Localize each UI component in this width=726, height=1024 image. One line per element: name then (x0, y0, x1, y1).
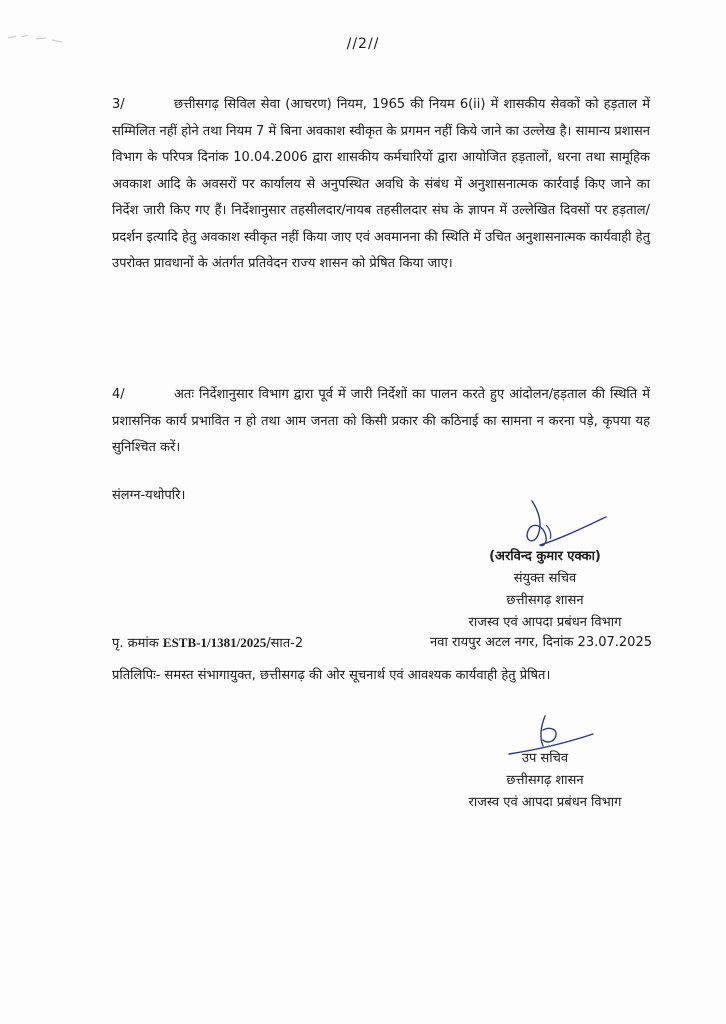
deputy-designation: उप सचिव (521, 751, 569, 766)
copy-to-line: प्रतिलिपिः- समस्त संभागायुक्त, छत्तीसगढ़ की ओर सूचनार्थ एवं आवश्यक कार्यवाही हेतु प्रेषित। (112, 668, 551, 683)
reference-suffix: /सात-2 (266, 636, 304, 651)
paragraph-4-text: अतः निर्देशानुसार विभाग द्वारा पूर्व में जारी निर्देशों का पालन करते हुए आंदोलन/हड़ताल की स्थिति में प्रशासनिक कार्य प्रभावित न हो तथा आम जनता को किसी प्रकार की कठिनाई का सामना न करना पड़े, कृपया यह सुनिश्चित करें। (112, 387, 650, 455)
reference-line (112, 630, 652, 657)
deputy-secretary-block (440, 748, 650, 814)
reference-prefix: पृ. क्रमांक (112, 636, 159, 651)
paragraph-3-number: 3/ (112, 97, 125, 112)
place-and-date: नवा रायपुर अटल नगर, दिनांक 23.07.2025 (430, 635, 652, 650)
paragraph-3-text: छत्तीसगढ़ सिविल सेवा (आचरण) नियम, 1965 की नियम 6(ii) में शासकीय सेवकों को हड़ताल में सम्मिलित नहीं होने तथा नियम 7 में बिना अवकाश स्वीकृत के प्रगमन नहीं किये जाने का उल्लेख है। सामान्य प्रशासन विभाग के परिपत्र दिनांक 10.04.2006 द्वारा शासकीय कर्मचारियों द्वारा आयोजित हड़तालों, धरना तथा सामूहिक अवकाश आदि के अवसरों पर कार्यालय से अनुपस्थित अवधि के संबंध में अनुशासनात्मक कार्रवाई किए जाने का निर्देश जारी किए गए हैं। निर्देशानुसार तहसीलदार/नायब तहसीलदार संघ के ज्ञापन में उल्लेखित दिवसों पर हड़ताल/प्रदर्शन इत्यादि हेतु अवकाश स्वीकृत नहीं किया जाए एवं अवमानना की स्थिति में उचित अनुशासनात्मक कार्यवाही हेतु उपरोक्त प्रावधानों के अंतर्गत प्रतिवेदन राज्य शासन को प्रेषित किया जाए। (112, 97, 650, 271)
paragraph-4 (112, 382, 650, 462)
joint-secretary-block (440, 546, 650, 634)
enclosure-note: संलग्न-यथोपरि। (112, 488, 186, 503)
paragraph-3 (112, 92, 650, 278)
signatory-government: छत्तीसगढ़ शासन (506, 593, 584, 608)
deputy-department: राजस्व एवं आपदा प्रबंधन विभाग (468, 795, 622, 810)
reference-number (112, 630, 303, 657)
page-number: //2// (346, 36, 380, 52)
paragraph-4-number: 4/ (112, 387, 125, 402)
reference-code: ESTB-1/1381/2025 (162, 635, 267, 650)
signatory-department: राजस्व एवं आपदा प्रबंधन विभाग (468, 615, 622, 630)
deputy-government: छत्तीसगढ़ शासन (506, 773, 584, 788)
signatory-designation: संयुक्त सचिव (513, 571, 577, 586)
signatory-name: (अरविन्द कुमार एक्का) (489, 549, 601, 564)
